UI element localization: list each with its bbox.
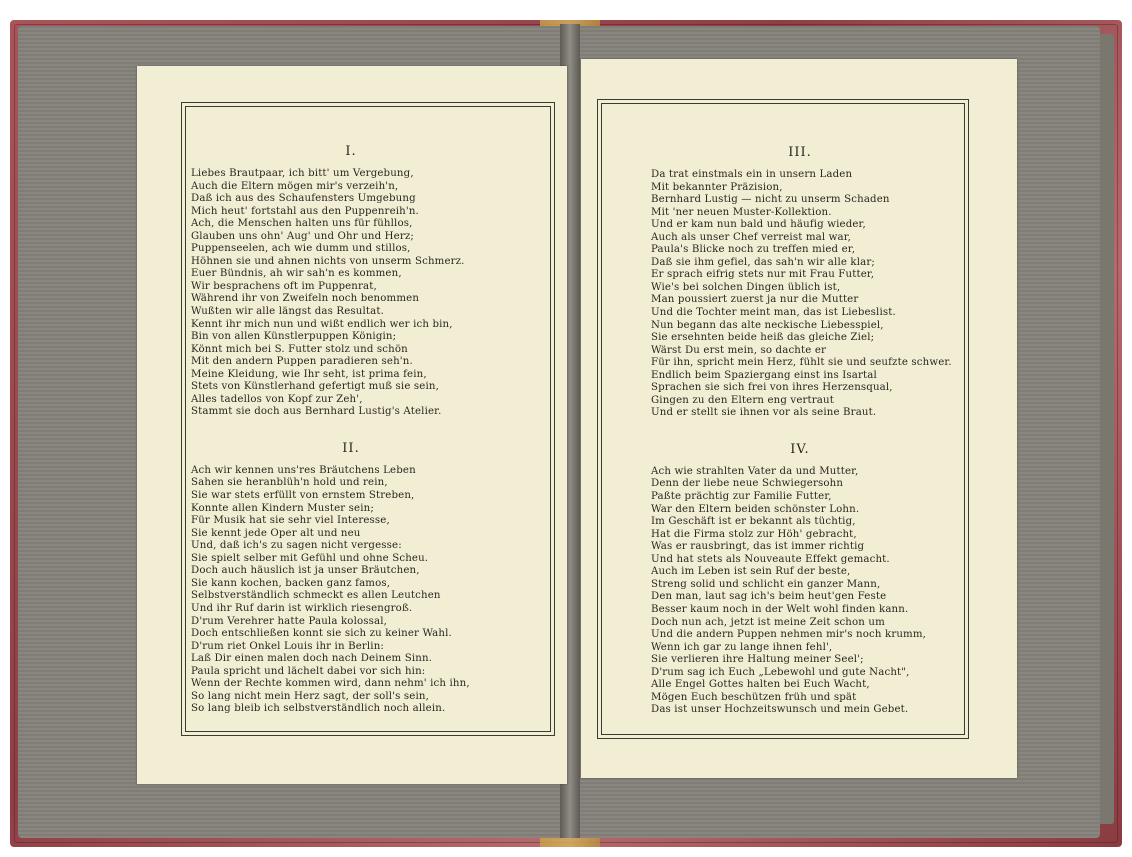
verse-line: Meine Kleidung, wie Ihr seht, ist prima fein, (191, 368, 427, 380)
verse-line: Endlich beim Spaziergang einst ins Isartal (651, 369, 877, 381)
verse-line: Selbstverständlich schmeckt es allen Leutchen (191, 590, 441, 602)
verse-line: Für Musik hat sie sehr viel Interesse, (191, 515, 390, 527)
verse-line: Mögen Euch beschützen früh und spät (651, 691, 857, 703)
verse-line: Und, daß ich's zu sagen nicht vergesse: (191, 540, 402, 552)
verse-line: Wie's bei solchen Dingen üblich ist, (651, 281, 841, 293)
verse-line: Und ihr Ruf darin ist wirklich riesengroß. (191, 602, 413, 614)
stanza-4 (651, 466, 969, 717)
verse-line: Mit 'ner neuen Muster-Kollektion. (651, 206, 832, 218)
verse-line: Alle Engel Gottes halten bei Euch Wacht, (651, 679, 870, 691)
verse-line: Man poussiert zuerst ja nur die Mutter (651, 294, 859, 306)
verse-line: Bernhard Lustig — nicht zu unserm Schaden (651, 194, 890, 206)
verse-line: Und die Tochter meint man, das ist Liebeslist. (651, 307, 896, 319)
verse-line: Doch nun ach, jetzt ist meine Zeit schon um (651, 616, 885, 628)
verse-line: Ach wir kennen uns'res Bräutchens Leben (191, 464, 416, 476)
verse-line: Paula spricht und lächelt dabei vor sich hin: (191, 665, 426, 677)
verse-line: Alles tadellos von Kopf zur Zeh', (191, 393, 363, 405)
verse-line: Wußten wir alle längst das Resultat. (191, 306, 384, 318)
verse-line: Sie spielt selber mit Gefühl und ohne Scheu. (191, 552, 429, 564)
verse-line: Stammt sie doch aus Bernhard Lustig's Atelier. (191, 406, 442, 418)
verse-line: Und hat stets als Nouveaute Effekt gemacht. (651, 553, 890, 565)
stanza-1 (191, 168, 511, 419)
stanza-2 (191, 465, 511, 716)
verse-line: Mich heut' fortstahl aus den Puppenreih'n. (191, 205, 419, 217)
right-page-text (651, 145, 969, 717)
verse-line: Denn der liebe neue Schwiegersohn (651, 478, 844, 490)
verse-line: Glauben uns ohn' Aug' und Ohr und Herz; (191, 230, 414, 242)
verse-line: Konnte allen Kindern Muster sein; (191, 502, 374, 514)
verse-line: D'rum riet Onkel Louis ihr in Berlin: (191, 640, 385, 652)
verse-line: Und er stellt sie ihnen vor als seine Braut. (651, 407, 877, 419)
section-heading-1: I. (345, 144, 357, 159)
verse-line: Das ist unser Hochzeitswunsch und mein Gebet. (651, 704, 909, 716)
verse-line: Sie kennt jede Oper alt und neu (191, 527, 361, 539)
verse-line: Paßte prächtig zur Familie Futter, (651, 491, 832, 503)
verse-line: Puppenseelen, ach wie dumm und stillos, (191, 243, 411, 255)
verse-line: Ach, die Menschen halten uns für fühllos, (191, 218, 413, 230)
verse-line: Wenn der Rechte kommen wird, dann nehm' ich ihn, (191, 678, 470, 690)
verse-line: Liebes Brautpaar, ich bitt' um Vergebung, (191, 168, 414, 179)
verse-line: Für ihn, spricht mein Herz, fühlt sie und seufzte schwer. (651, 357, 952, 369)
verse-line: Doch entschließen konnt sie sich zu keiner Wahl. (191, 628, 452, 640)
verse-line: Wir besprachens oft im Puppenrat, (191, 280, 377, 292)
verse-line: So lang nicht mein Herz sagt, der soll's sein, (191, 690, 429, 702)
verse-line: Daß ich aus des Schaufensters Umgebung (191, 193, 416, 205)
verse-line: Bin von allen Künstlerpuppen Königin; (191, 331, 397, 343)
verse-line: Während ihr von Zweifeln noch benommen (191, 293, 420, 305)
verse-line: Und er kam nun bald und häufig wieder, (651, 219, 866, 231)
verse-line: Er sprach eifrig stets nur mit Frau Futter, (651, 269, 875, 281)
verse-line: Wärst Du erst mein, so dachte er (651, 344, 827, 356)
left-page (137, 66, 567, 784)
verse-line: Wenn ich gar zu lange ihnen fehl', (651, 641, 833, 653)
section-heading-2: II. (342, 440, 360, 456)
verse-line: Da trat einstmals ein in unsern Laden (651, 169, 853, 180)
verse-line: Sahen sie heranblüh'n hold und rein, (191, 477, 388, 489)
verse-line: Doch auch häuslich ist ja unser Bräutchen, (191, 565, 420, 577)
verse-line: Hat die Firma stolz zur Höh' gebracht, (651, 528, 857, 540)
verse-line: Sie kann kochen, backen ganz famos, (191, 577, 391, 589)
verse-line: Sie verlieren ihre Haltung meiner Seel'; (651, 654, 864, 666)
verse-line: Sie war stets erfüllt von ernstem Streben, (191, 490, 415, 502)
verse-line: Auch als unser Chef verreist mal war, (651, 231, 852, 243)
verse-line: So lang bleib ich selbstverständlich noch allein. (191, 703, 446, 715)
verse-line: Paula's Blicke noch zu treffen mied er, (651, 244, 856, 256)
verse-line: Könnt mich bei S. Futter stolz und schön (191, 343, 408, 355)
verse-line: War den Eltern beiden schönster Lohn. (651, 503, 860, 515)
verse-line: Ach wie strahlten Vater da und Mutter, (651, 465, 859, 477)
verse-line: D'rum Verehrer hatte Paula kolossal, (191, 615, 388, 627)
verse-line: Was er rausbringt, das ist immer richtig (651, 541, 865, 553)
verse-line: Stets von Künstlerhand gefertigt muß sie sein, (191, 381, 439, 393)
verse-line: Daß sie ihm gefiel, das sah'n wir alle klar; (651, 256, 875, 268)
verse-line: Nun begann das alte neckische Liebesspiel, (651, 319, 884, 331)
verse-line: Kennt ihr mich nun und wißt endlich wer ich bin, (191, 318, 453, 330)
stanza-3 (651, 169, 969, 420)
verse-line: Gingen zu den Eltern eng vertraut (651, 394, 834, 406)
verse-line: D'rum sag ich Euch „Lebewohl und gute Nacht", (651, 666, 910, 678)
left-page-text (191, 144, 511, 716)
verse-line: Mit den andern Puppen paradieren seh'n. (191, 356, 413, 368)
verse-line: Sprachen sie sich frei von ihres Herzensqual, (651, 382, 893, 394)
verse-line: Streng solid und schlicht ein ganzer Mann, (651, 578, 881, 590)
verse-line: Laß Dir einen malen doch nach Deinem Sinn. (191, 653, 433, 665)
section-heading-4: IV. (790, 441, 810, 457)
right-page (581, 59, 1017, 778)
verse-line: Mit bekannter Präzision, (651, 181, 783, 193)
verse-line: Den man, laut sag ich's beim heut'gen Feste (651, 591, 887, 603)
section-heading-3: III. (788, 145, 812, 160)
verse-line: Im Geschäft ist er bekannt als tüchtig, (651, 516, 856, 528)
verse-line: Besser kaum noch in der Welt wohl finden kann. (651, 603, 909, 615)
verse-line: Und die andern Puppen nehmen mir's noch krumm, (651, 629, 927, 641)
verse-line: Höhnen sie und ahnen nichts von unserm Schmerz. (191, 255, 465, 267)
verse-line: Auch im Leben ist sein Ruf der beste, (651, 566, 851, 578)
verse-line: Sie ersehnten beide heiß das gleiche Ziel; (651, 332, 875, 344)
verse-line: Euer Bündnis, ah wir sah'n es kommen, (191, 268, 402, 280)
verse-line: Auch die Eltern mögen mir's verzeih'n, (191, 180, 399, 192)
